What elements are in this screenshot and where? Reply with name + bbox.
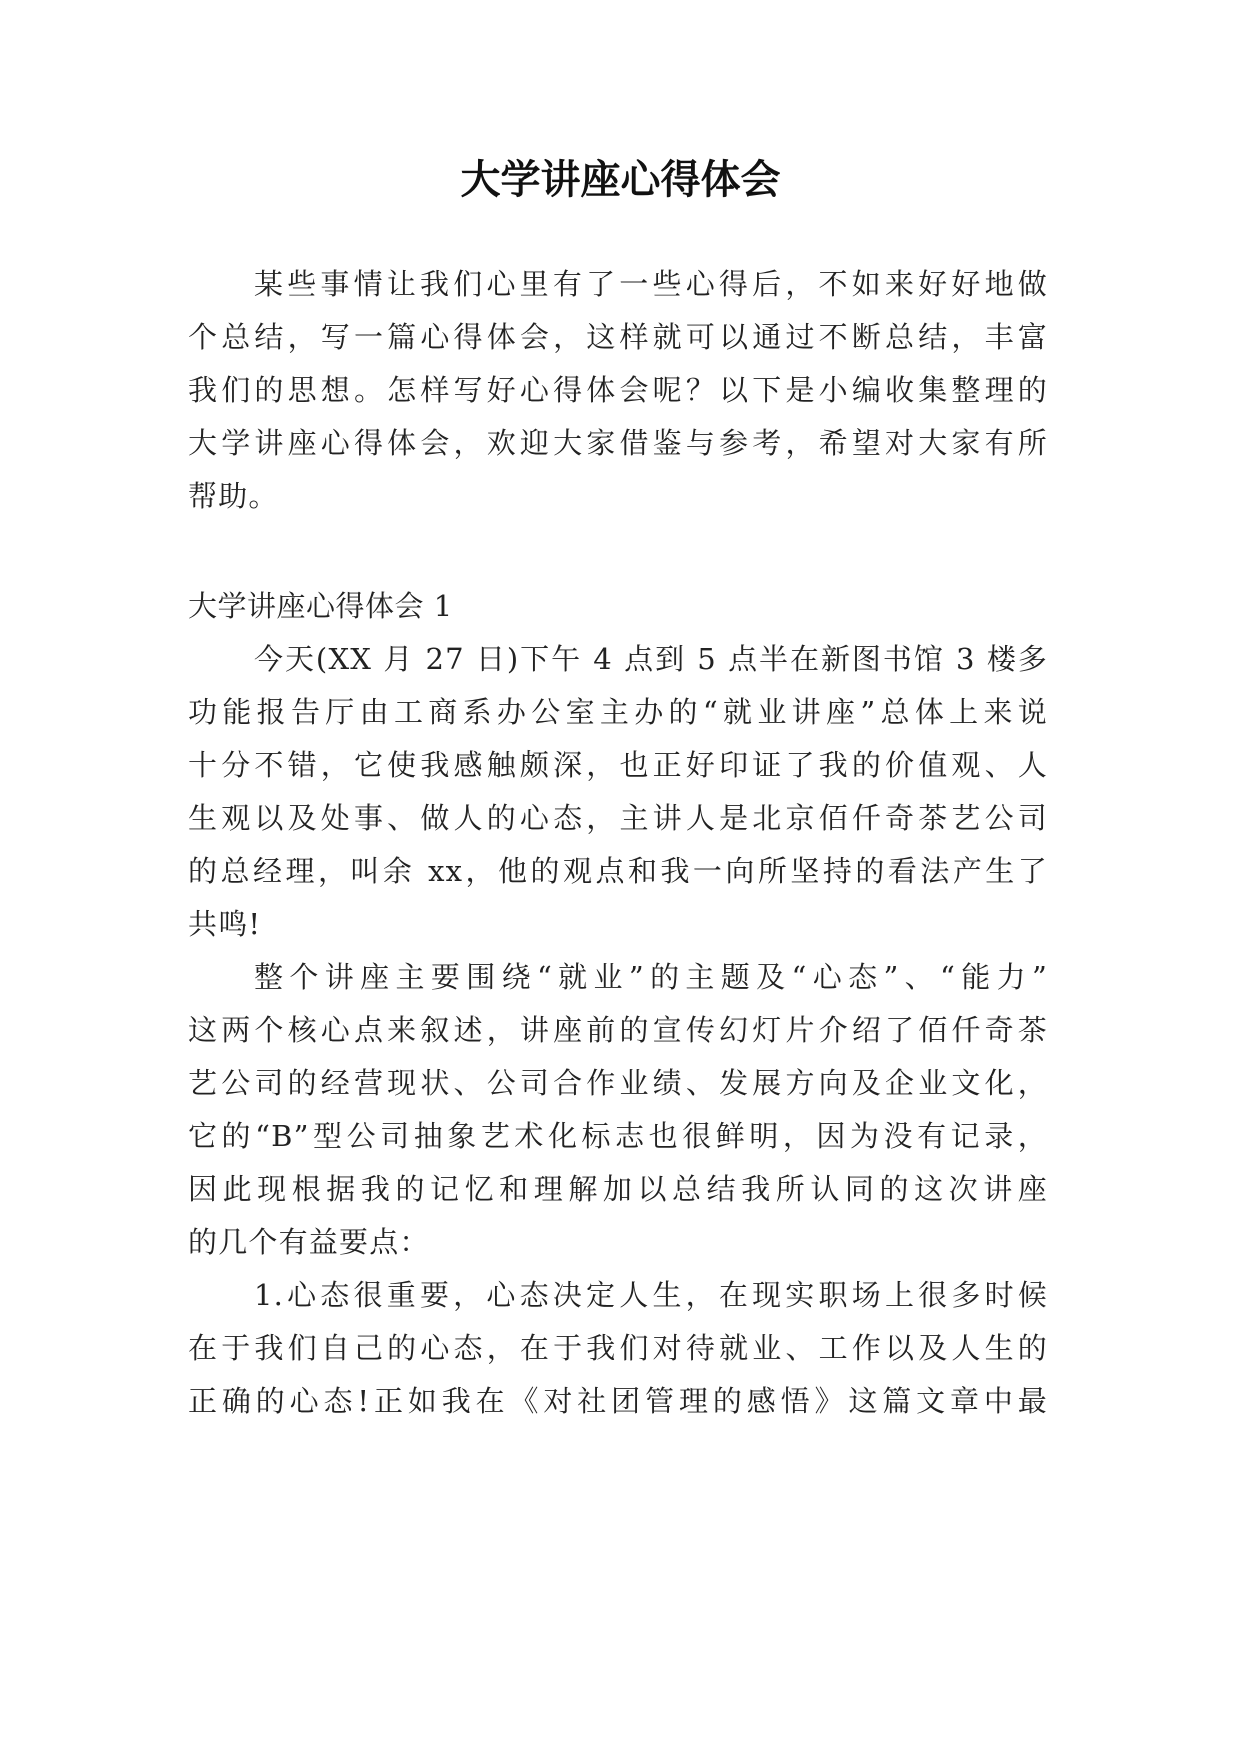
intro-line-2: 个总结，写一篇心得体会，这样就可以通过不断总结，丰富 — [188, 320, 1048, 354]
para1-line-2: 功能报告厅由工商系办公室主办的“就业讲座”总体上来说 — [188, 695, 1048, 729]
para3-line-3: 正确的心态!正如我在《对社团管理的感悟》这篇文章中最 — [188, 1384, 1048, 1418]
para2-line-3: 艺公司的经营现状、公司合作业绩、发展方向及企业文化， — [188, 1066, 1048, 1100]
intro-line-4: 大学讲座心得体会，欢迎大家借鉴与参考，希望对大家有所 — [188, 426, 1048, 460]
para2-line-6: 的几个有益要点： — [188, 1225, 430, 1259]
para1-line-1: 今天(XX 月 27 日)下午 4 点到 5 点半在新图书馆 3 楼多 — [254, 642, 1048, 676]
intro-line-5: 帮助。 — [188, 479, 279, 513]
section-heading: 大学讲座心得体会 1 — [188, 589, 453, 623]
para1-line-3: 十分不错，它使我感触颇深，也正好印证了我的价值观、人 — [188, 748, 1048, 782]
page-title: 大学讲座心得体会 — [460, 157, 781, 203]
para2-line-1: 整个讲座主要围绕“就业”的主题及“心态”、“能力” — [254, 960, 1048, 994]
para2-line-4: 它的“B”型公司抽象艺术化标志也很鲜明，因为没有记录， — [188, 1119, 1048, 1153]
para1-line-4: 生观以及处事、做人的心态，主讲人是北京佰仟奇茶艺公司 — [188, 801, 1048, 835]
intro-line-1: 某些事情让我们心里有了一些心得后，不如来好好地做 — [254, 267, 1048, 301]
para3-line-1: 1.心态很重要，心态决定人生，在现实职场上很多时候 — [254, 1278, 1048, 1312]
para1-line-5: 的总经理，叫余 xx，他的观点和我一向所坚持的看法产生了 — [188, 854, 1048, 888]
para2-line-2: 这两个核心点来叙述，讲座前的宣传幻灯片介绍了佰仟奇茶 — [188, 1013, 1048, 1047]
para1-line-6: 共鸣! — [188, 907, 262, 941]
para2-line-5: 因此现根据我的记忆和理解加以总结我所认同的这次讲座 — [188, 1172, 1048, 1206]
para3-line-2: 在于我们自己的心态，在于我们对待就业、工作以及人生的 — [188, 1331, 1048, 1365]
intro-line-3: 我们的思想。怎样写好心得体会呢？以下是小编收集整理的 — [188, 373, 1048, 407]
